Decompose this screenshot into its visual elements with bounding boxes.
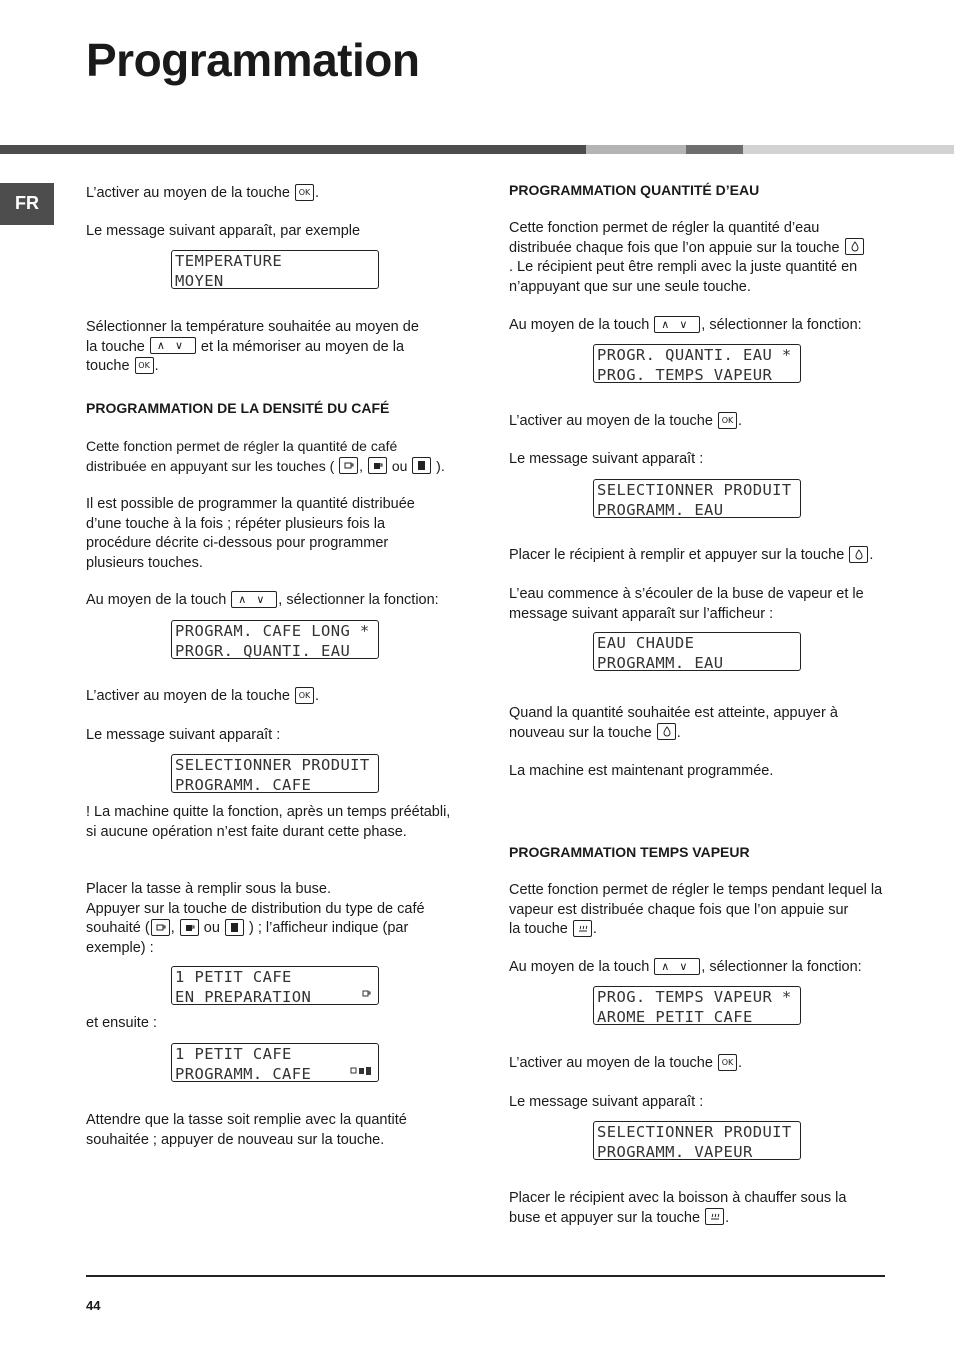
lcd-line-2: PROGRAMM. EAU [597,501,724,519]
paragraph: Au moyen de la touch ∧∨ , sélectionner la fonction: [86,592,439,608]
lcd-display [593,1121,801,1160]
lcd-line-1: SELECTIONNER PRODUIT [597,481,792,499]
lcd-display [593,632,801,671]
lcd-line-2: PROGRAMM. VAPEUR [597,1143,753,1161]
cup-small-icon [339,457,358,474]
cup-medium-icon [368,457,387,474]
arrow-keys-icon: ∧∨ [654,958,700,975]
lcd-line-2: AROME PETIT CAFE [597,1008,753,1026]
paragraph: Cette fonction permet de régler la quantité d’eau distribuée chaque fois que l’on appuie sur la touche . Le récipient peut être rempli avec la juste quantité en n’appuyant que sur une seule touche. [509,219,887,297]
lcd-display [593,986,801,1025]
paragraph: Le message suivant apparaît, par exemple [86,223,361,239]
arrow-keys-icon: ∧∨ [231,591,277,608]
cup-large-icon [412,457,431,474]
paragraph: Au moyen de la touch ∧∨ , sélectionner la fonction: [509,317,862,333]
lcd-display [593,344,801,383]
paragraph: Le message suivant apparaît : [509,1094,704,1110]
ok-key-icon: OK [135,357,154,374]
paragraph: Il est possible de programmer la quantité distribuée d’une touche à la fois ; répéter plusieurs fois la procédure décrite ci-dessous pour programmer plusieurs touches. [86,496,415,571]
paragraph: Placer le récipient avec la boisson à chauffer sous la buse et appuyer sur la touche . [509,1190,847,1226]
paragraph: Placer le récipient à remplir et appuyer sur la touche . [509,547,874,563]
water-drop-icon [849,546,868,563]
lcd-line-1: PROG. TEMPS VAPEUR * [597,988,792,1006]
lcd-line-2: PROGRAMM. CAFE [175,776,312,794]
page-number: 44 [86,1298,101,1313]
paragraph: Attendre que la tasse soit remplie avec la quantité souhaitée ; appuyer de nouveau sur la touche. [86,1112,407,1148]
arrow-keys-icon: ∧∨ [654,316,700,333]
lcd-line-1: SELECTIONNER PRODUIT [597,1123,792,1141]
steam-icon [573,920,592,937]
header-bar-mid [586,145,686,154]
lcd-display [171,754,379,793]
section-heading: PROGRAMMATION DE LA DENSITÉ DU CAFÉ [86,400,390,416]
lcd-line-2: MOYEN [175,272,224,290]
lcd-display [171,1043,379,1082]
header-bar-light [743,145,954,154]
water-drop-icon [845,238,864,255]
lcd-line-2: PROGRAMM. EAU [597,654,724,672]
footer-rule [86,1275,885,1277]
language-tab: FR [0,183,54,225]
header-bar-accent [686,145,743,154]
lcd-line-1: EAU CHAUDE [597,634,695,652]
paragraph: Placer la tasse à remplir sous la buse. Appuyer sur la touche de distribution du type de café souhaité ( , ou ) ; l’afficheur indique (par exemple) : [86,881,425,956]
paragraph: Au moyen de la touch ∧∨ , sélectionner la fonction: [509,959,862,975]
page-title: Programmation [86,34,420,86]
lcd-line-2: PROGRAMM. CAFE [175,1065,312,1083]
steam-icon [705,1208,724,1225]
paragraph: Le message suivant apparaît : [86,727,281,743]
paragraph: La machine est maintenant programmée. [509,763,774,779]
lcd-display [593,479,801,518]
lcd-line-2: PROG. TEMPS VAPEUR [597,366,773,384]
lcd-line-1: 1 PETIT CAFE [175,1045,292,1063]
paragraph: L’eau commence à s’écouler de la buse de vapeur et le message suivant apparaît sur l’afficheur : [509,586,864,622]
header-bar-dark [0,145,586,154]
warning-paragraph: ! La machine quitte la fonction, après un temps préétabli, si aucune opération n’est faite durant cette phase. [86,804,451,840]
paragraph: Sélectionner la température souhaitée au moyen de la touche ∧∨ et la mémoriser au moyen de la touche OK . [86,319,419,374]
paragraph: Cette fonction permet de régler le temps pendant lequel la vapeur est distribuée chaque fois que l’on appuie sur la touche . [509,882,883,937]
paragraph: L’activer au moyen de la touche OK . [86,688,319,704]
ok-key-icon: OK [295,687,314,704]
paragraph: Cette fonction permet de régler la quantité de café distribuée en appuyant sur les touches ( , ou ). [86,438,445,474]
cup-medium-icon [180,919,199,936]
ok-key-icon: OK [718,1054,737,1071]
lcd-line-1: 1 PETIT CAFE [175,968,292,986]
cup-large-icon [225,919,244,936]
lcd-line-1: PROGRAM. CAFE LONG * [175,622,370,640]
lcd-line-1: PROGR. QUANTI. EAU * [597,346,792,364]
paragraph: L’activer au moyen de la touche OK . [509,1055,742,1071]
lcd-display [171,250,379,289]
paragraph: et ensuite : [86,1015,157,1031]
lcd-display [171,966,379,1005]
lcd-line-1: TEMPERATURE [175,252,283,270]
section-heading: PROGRAMMATION QUANTITÉ D’EAU [509,182,760,198]
paragraph: L’activer au moyen de la touche OK . [509,413,742,429]
cup-small-icon [362,989,372,998]
section-heading: PROGRAMMATION TEMPS VAPEUR [509,844,750,860]
cup-icons-row [350,1066,372,1075]
lcd-line-2: EN PREPARATION [175,988,312,1006]
lcd-line-1: SELECTIONNER PRODUIT [175,756,370,774]
water-drop-icon [657,723,676,740]
paragraph: Le message suivant apparaît : [509,451,704,467]
paragraph: Quand la quantité souhaitée est atteinte, appuyer à nouveau sur la touche . [509,705,838,741]
ok-key-icon: OK [295,184,314,201]
lcd-line-2: PROGR. QUANTI. EAU [175,642,351,660]
arrow-keys-icon: ∧∨ [150,337,196,354]
ok-key-icon: OK [718,412,737,429]
cup-small-icon [151,919,170,936]
lcd-display [171,620,379,659]
paragraph: L’activer au moyen de la touche OK . [86,185,319,201]
